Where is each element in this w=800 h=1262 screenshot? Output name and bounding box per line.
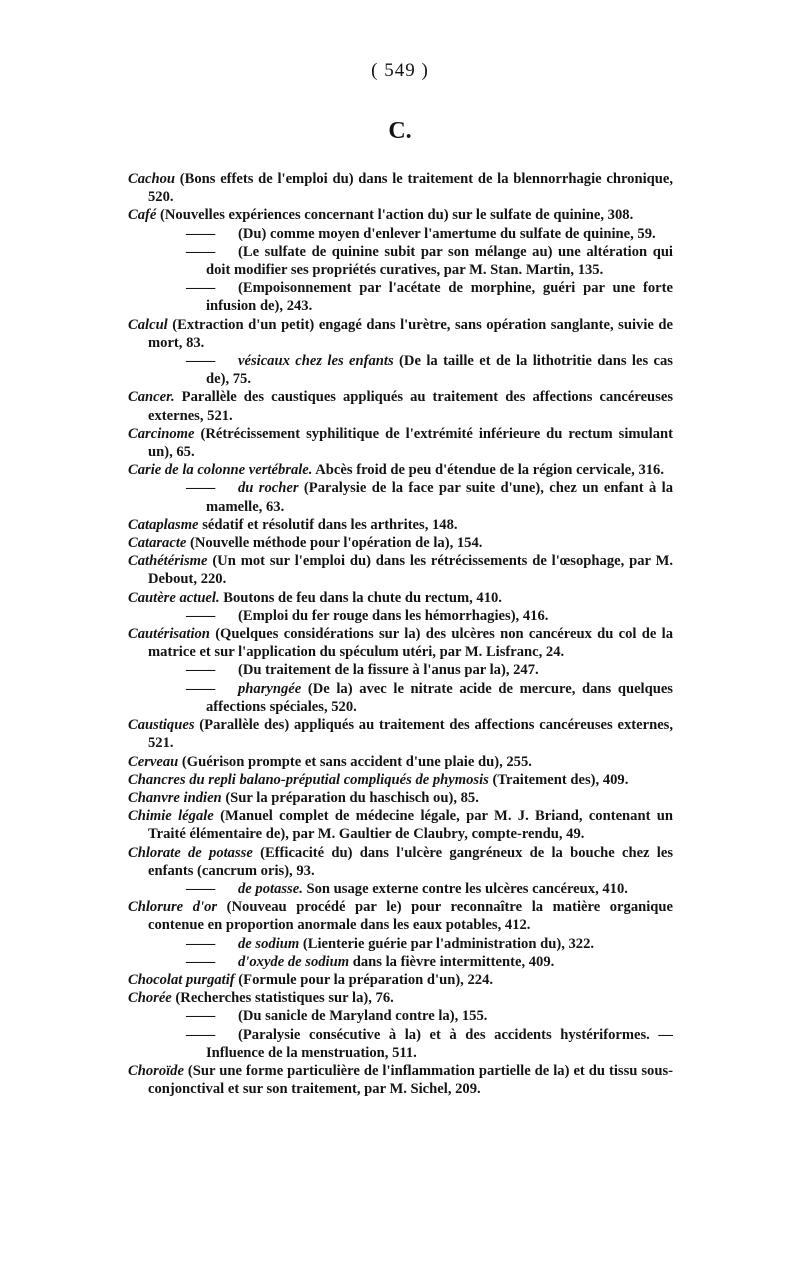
entry-text: (Du) comme moyen d'enlever l'amertume du sulfate de quinine, 59. [238, 225, 656, 242]
ditto-dash: —— [186, 953, 216, 970]
entry-term: vésicaux chez les enfants [238, 353, 394, 370]
index-entry [128, 279, 673, 315]
entry-text: Boutons de feu dans la chute du rectum, 410. [219, 589, 502, 606]
index-entry [128, 971, 673, 989]
index-entries [128, 170, 673, 1098]
entry-text: (Nouvelle méthode pour l'opération de la), 154. [186, 535, 483, 552]
entry-term: Café [128, 207, 157, 224]
index-entry [128, 625, 673, 661]
index-entry [128, 479, 673, 515]
entry-term: Cachou [128, 171, 176, 187]
entry-text: (Un mot sur l'emploi du) dans les rétrécissements de l'œsophage, par M. Debout, 220. [148, 553, 673, 588]
ditto-dash: —— [186, 1026, 216, 1043]
entry-text: (Empoisonnement par l'acétate de morphine, guéri par une forte infusion de), 243. [206, 280, 673, 315]
entry-text: (Rétrécissement syphilitique de l'extrémité inférieure du rectum simulant un), 65. [148, 425, 673, 461]
index-entry [128, 316, 673, 352]
entry-term: de potasse. [238, 880, 303, 897]
entry-text: dans la fièvre intermittente, 409. [349, 953, 555, 970]
entry-term: Caustiques [128, 717, 195, 734]
entry-term: de sodium [238, 935, 300, 952]
entry-term: Calcul [128, 316, 168, 333]
entry-text: (Guérison prompte et sans accident d'une plaie du), 255. [178, 753, 532, 770]
index-entry [128, 243, 673, 279]
entry-text: (Du traitement de la fissure à l'anus par la), 247. [238, 662, 539, 679]
index-entry [128, 352, 673, 388]
ditto-dash: —— [186, 1008, 216, 1025]
entry-term: Chorée [128, 990, 172, 1007]
index-entry [128, 771, 673, 789]
index-entry [128, 716, 673, 752]
index-entry [128, 661, 673, 679]
entry-text: (Paralysie de la face par suite d'une), chez un enfant à la mamelle, 63. [206, 480, 673, 515]
index-entry [128, 789, 673, 807]
index-entry [128, 425, 673, 461]
entry-text: Abcès froid de peu d'étendue de la région cervicale, 316. [312, 462, 664, 479]
index-entry [128, 1007, 673, 1025]
entry-term: du rocher [238, 480, 299, 497]
index-entry [128, 898, 673, 934]
entry-term: Chlorure d'or [128, 899, 218, 916]
ditto-dash: —— [186, 880, 216, 897]
index-entry [128, 516, 673, 534]
section-letter: C. [388, 118, 412, 144]
entry-term: Cautère actuel. [128, 589, 220, 606]
entry-text: (Traitement des), 409. [488, 771, 629, 788]
entry-text: (Le sulfate de quinine subit par son mélange au) une altération qui doit modifier ses propriétés curatives, par M. Stan. Martin, 135. [206, 243, 673, 279]
entry-term: Cataracte [128, 535, 187, 552]
entry-term: Chanvre indien [128, 789, 222, 806]
index-entry [128, 953, 673, 971]
entry-text: (Nouveau procédé par le) pour reconnaître la matière organique contenue en proportion anormale dans les eaux potables, 412. [148, 899, 673, 934]
entry-term: Carie de la colonne vertébrale. [128, 462, 313, 479]
entry-text: sédatif et résolutif dans les arthrites, 148. [198, 516, 458, 533]
entry-text: (Du sanicle de Maryland contre la), 155. [238, 1008, 488, 1025]
index-entry [128, 807, 673, 843]
entry-text: (Parallèle des) appliqués au traitement des affections cancéreuses externes, 521. [148, 717, 673, 752]
entry-text: (Paralysie consécutive à la) et à des accidents hystériformes. — Influence de la menstruation, 511. [206, 1026, 673, 1061]
index-entry [128, 170, 673, 206]
entry-term: pharyngée [238, 680, 302, 697]
entry-text: Son usage externe contre les ulcères cancéreux, 410. [302, 880, 628, 897]
ditto-dash: —— [186, 225, 216, 242]
entry-text: Parallèle des caustiques appliqués au traitement des affections cancéreuses externes, 521. [148, 389, 673, 424]
index-entry [128, 607, 673, 625]
entry-text: (Quelques considérations sur la) des ulcères non cancéreux du col de la matrice et sur l'application du spéculum utéri, par M. Lisfranc, 24. [148, 626, 673, 661]
index-entry [128, 206, 673, 224]
entry-term: d'oxyde de sodium [238, 953, 350, 970]
entry-text: (Efficacité du) dans l'ulcère gangréneux de la bouche chez les enfants (cancrum oris), 93. [148, 844, 674, 879]
entry-term: Chancres du repli balano-préputial compliqués de phymosis [128, 771, 489, 788]
entry-term: Cautérisation [128, 626, 210, 643]
entry-term: Chimie légale [128, 808, 214, 825]
index-entry [128, 680, 673, 716]
index-entry [128, 935, 673, 953]
ditto-dash: —— [186, 680, 216, 697]
entry-text: (Nouvelles expériences concernant l'action du) sur le sulfate de quinine, 308. [156, 207, 634, 224]
ditto-dash: —— [186, 353, 216, 370]
index-entry [128, 1026, 673, 1062]
entry-text: (De la) avec le nitrate acide de mercure, dans quelques affections spéciales, 520. [206, 680, 673, 715]
ditto-dash: —— [186, 243, 216, 260]
entry-term: Chocolat purgatif [128, 971, 235, 988]
entry-text: (Sur la préparation du haschisch ou), 85. [221, 789, 479, 806]
entry-text: (Manuel complet de médecine légale, par M. J. Briand, contenant un Traité élémentaire de), par M. Gaultier de Claubry, compte-rendu, 49. [148, 808, 673, 843]
entry-text: (Sur une forme particulière de l'inflammation partielle de la) et du tissu sous-conjonctival et sur son traitement, par M. Sichel, 209. [148, 1062, 673, 1098]
entry-term: Cataplasme [128, 516, 199, 533]
index-entry [128, 388, 673, 424]
index-entry [128, 225, 673, 243]
index-entry [128, 880, 673, 898]
index-entry [128, 589, 673, 607]
entry-term: Carcinome [128, 425, 195, 442]
index-entry [128, 534, 673, 552]
entry-term: Cathétérisme [128, 553, 208, 570]
entry-text: (Lienterie guérie par l'administration du), 322. [299, 935, 595, 952]
entry-term: Chlorate de potasse [128, 844, 253, 861]
ditto-dash: —— [186, 607, 216, 624]
index-entry [128, 844, 673, 880]
page-number: ( 549 ) [371, 60, 429, 81]
ditto-dash: —— [186, 280, 216, 297]
index-entry [128, 753, 673, 771]
entry-term: Choroïde [128, 1062, 184, 1079]
entry-text: (Emploi du fer rouge dans les hémorrhagies), 416. [238, 607, 549, 624]
ditto-dash: —— [186, 662, 216, 679]
entry-text: (Recherches statistiques sur la), 76. [171, 990, 394, 1007]
index-entry [128, 989, 673, 1007]
entry-text: (Bons effets de l'emploi du) dans le traitement de la blennorrhagie chronique, 520. [148, 171, 673, 206]
entry-text: (De la taille et de la lithotritie dans les cas de), 75. [206, 353, 673, 388]
index-entry [128, 461, 673, 479]
entry-text: (Formule pour la préparation d'un), 224. [234, 971, 494, 988]
entry-term: Cerveau [128, 753, 179, 770]
ditto-dash: —— [186, 480, 216, 497]
index-entry [128, 1062, 673, 1098]
ditto-dash: —— [186, 935, 216, 952]
entry-term: Cancer. [128, 389, 175, 406]
entry-text: (Extraction d'un petit) engagé dans l'urètre, sans opération sanglante, suivie de mort, 83. [148, 316, 673, 351]
index-entry [128, 552, 673, 588]
